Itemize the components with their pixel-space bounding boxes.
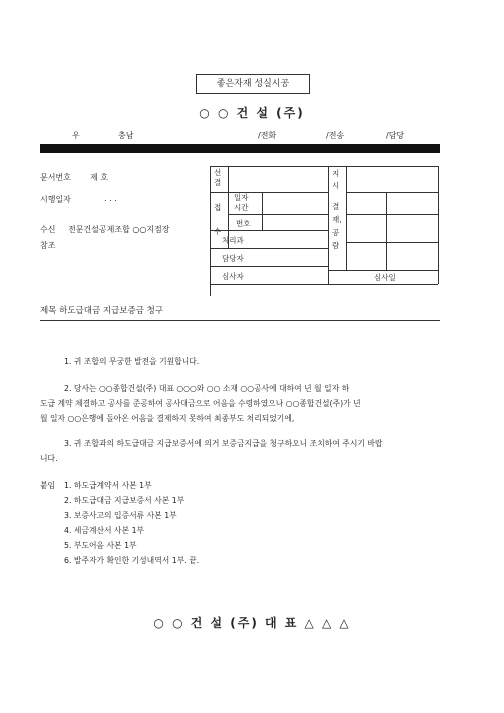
slogan-box: 좋은자재 성실시공: [196, 74, 310, 94]
body-paragraph-2-line-1: 2. 당사는 ○○종합건설(주) 대표 ○○○와 ○○ 소재 ○○공사에 대하여 년 월 일자 하: [64, 384, 350, 393]
attachment-item: 6. 발주자가 확인한 기성내역서 1부. 끝.: [64, 556, 200, 565]
recipient-value: 전문건설공제조합 ○○지점장: [68, 225, 170, 234]
company-name-header: ○ ○ 건 설 (주): [199, 106, 305, 120]
issue-date-label: 시행일자: [40, 195, 71, 204]
body-paragraph-3-line-2: 니다.: [40, 454, 58, 463]
seongyeol-label: 선결: [214, 168, 222, 187]
attachment-item: 3. 보증사고의 입증서류 사본 1부: [64, 511, 177, 520]
fax-label: /전송: [326, 131, 345, 140]
number-label: 번호: [236, 219, 251, 228]
attachment-item: 4. 세금계산서 사본 1부: [64, 526, 145, 535]
attachment-item: 2. 하도급대금 지급보증서 사본 1부: [64, 496, 185, 505]
attachment-item: 5. 부도어음 사본 1부: [64, 541, 137, 550]
body-paragraph-3-line-1: 3. 귀 조합과의 하도급대금 지급보증서에 의거 보증금지급을 청구하오니 조치하여 주시기 바랍: [64, 439, 383, 448]
recipient-label: 수신: [40, 225, 56, 234]
doc-number-label: 문서번호: [40, 173, 71, 182]
date-time-label: 일자 시간: [234, 193, 249, 212]
reviewer-label: 심사자: [222, 272, 244, 281]
body-paragraph-2-line-2: 도급 계약 체결하고 공사를 준공하여 공사대금으로 어음을 수령하였으나 ○○종합건설(주)가 년: [40, 399, 361, 408]
body-paragraph-2-line-3: 월 일자 ○○은행에 돌아온 어음을 결제하지 못하여 최종부도 처리되었기에,: [40, 414, 295, 423]
postal-label: 우: [72, 131, 80, 140]
attachment-item: 1. 하도급계약서 사본 1부: [64, 481, 152, 490]
signature-line: ○ ○ 건 설 (주) 대 표 △ △ △: [153, 616, 351, 630]
attachments-label: 붙임: [40, 481, 56, 490]
address-location: 충남: [118, 131, 134, 140]
contact-label: /담당: [386, 131, 405, 140]
reference-label: 참조: [40, 241, 56, 250]
body-paragraph-1: 1. 귀 조합의 무궁한 발전을 기원합니다.: [64, 357, 200, 366]
instruction-label: 지시: [332, 169, 340, 190]
document-subject: 제목 하도급대금 지급보증금 청구: [40, 306, 164, 316]
doc-number-value: 제 호: [90, 173, 108, 182]
review-date-label: 심사일: [374, 273, 396, 282]
subject-divider: [40, 320, 440, 321]
gyeoljae-label: 결재, 공람: [332, 202, 342, 250]
phone-label: /전화: [258, 131, 277, 140]
issue-date-value: . . .: [104, 194, 117, 203]
processing-dept-label: 처리과: [222, 236, 244, 245]
jeopsu-label: 접수: [214, 203, 222, 236]
manager-label: 담당자: [222, 254, 244, 263]
header-divider-bar: [40, 144, 440, 153]
